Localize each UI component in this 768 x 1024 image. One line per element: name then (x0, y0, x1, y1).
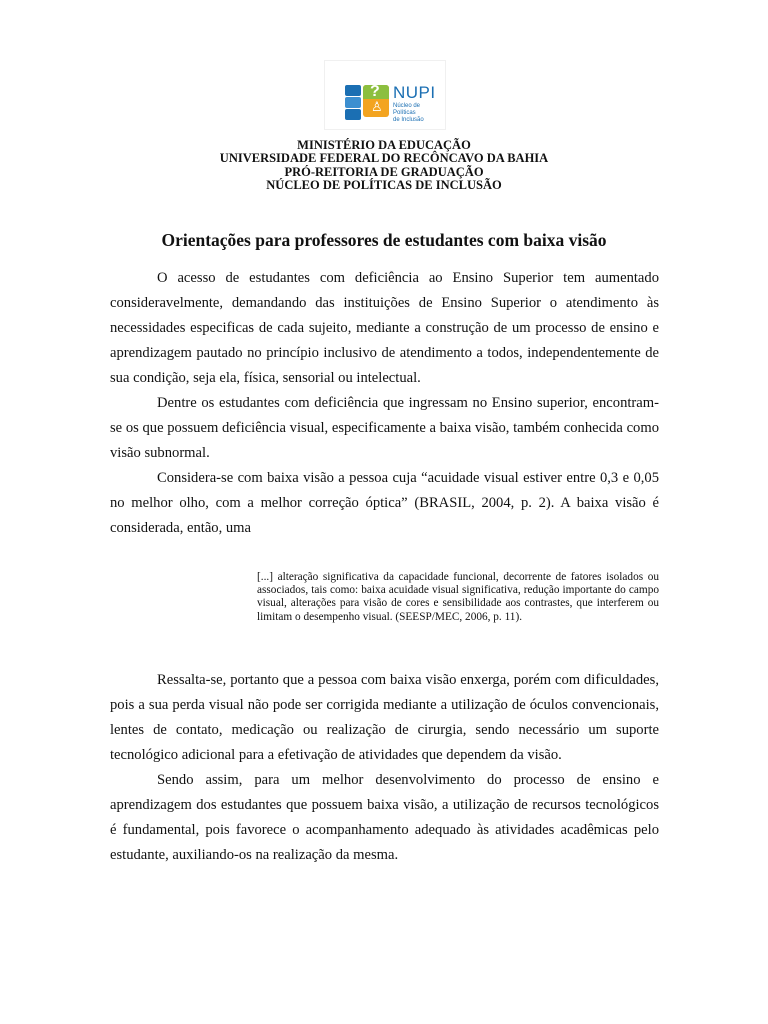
header-pro-rectory: PRÓ-REITORIA DE GRADUAÇÃO (284, 164, 484, 179)
nupi-logo (324, 60, 446, 130)
block-quote: [...] alteração significativa da capacidade funcional, decorrente de fatores isolados ou associados, tais como: baixa acuidade visual significativa, redução importante do campo visual, alterações para visão de cores e sensibilidade aos contrastes, que interferem ou limitam o desempenho visual. (SEESP/MEC, 2006, p. 11). (257, 571, 659, 623)
body-after-quote (110, 668, 659, 868)
paragraph-1: O acesso de estudantes com deficiência ao Ensino Superior tem aumentado consideravelmente, demandando das instituições de Ensino Superior o atendimento às necessidades especificas de cada sujeito, mediante a construção de um processo de ensino e aprendizagem pautado no princípio inclusivo de atendimento a todos, independentemente de sua condição, seja ela, física, sensorial ou intelectual. (110, 270, 659, 386)
logo-square-2 (345, 97, 361, 108)
paragraph-5: Sendo assim, para um melhor desenvolvimento do processo de ensino e aprendizagem dos estudantes que possuem baixa visão, a utilização de recursos tecnológicos é fundamental, pois favorece o acompanhamento adequado às atividades acadêmicas pelo estudante, auxiliando-os na realização da mesma. (110, 772, 659, 863)
logo-brand-text: NUPI (393, 83, 436, 102)
logo-subtitle: Núcleo de Políticas de Inclusão (393, 103, 424, 123)
header-university: UNIVERSIDADE FEDERAL DO RECÔNCAVO DA BAHIA (219, 151, 549, 166)
header-ministry: MINISTÉRIO DA EDUCAÇÃO (297, 138, 471, 152)
document-title: Orientações para professores de estudantes com baixa visão (161, 230, 607, 250)
logo-square-1 (345, 85, 361, 96)
institution-header (0, 139, 768, 193)
logo-square-3 (345, 109, 361, 120)
paragraph-2: Dentre os estudantes com deficiência que ingressam no Ensino superior, encontram-se os que possuem deficiência visual, especificamente a baixa visão, também conhecida como visão subnormal. (110, 395, 659, 461)
body-before-quote (110, 266, 659, 541)
header-nucleus: NÚCLEO DE POLÍTICAS DE INCLUSÃO (266, 178, 502, 193)
nupi-logo-icon: ? ♙ (363, 85, 389, 117)
paragraph-4: Ressalta-se, portanto que a pessoa com baixa visão enxerga, porém com dificuldades, pois a sua perda visual não pode ser corrigida mediante a utilização de óculos convencionais, lentes de contato, medicação ou realização de cirurgia, sendo necessário um suporte tecnológico adicional para a efetivação de atividades que dependem da visão. (110, 672, 659, 763)
paragraph-3: Considera-se com baixa visão a pessoa cuja “acuidade visual estiver entre 0,3 e 0,05 no melhor olho, com a melhor correção óptica” (BRASIL, 2004, p. 2). A baixa visão é considerada, então, uma (110, 470, 659, 536)
